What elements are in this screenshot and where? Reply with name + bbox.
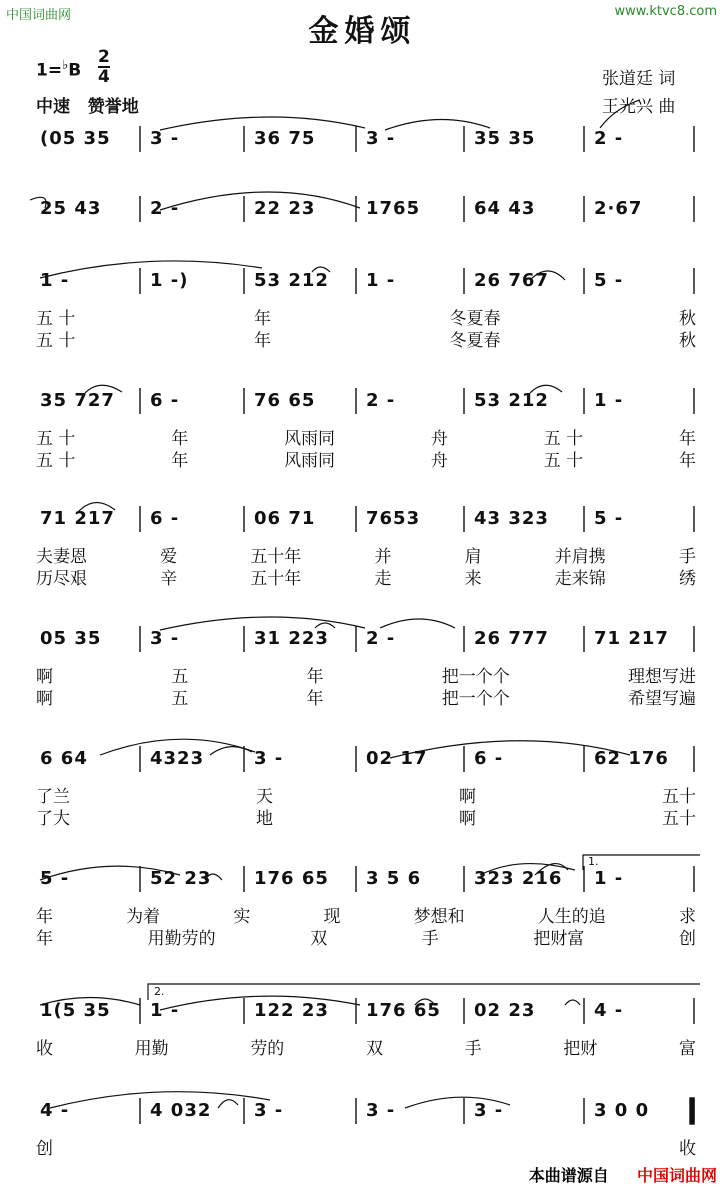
lyric-word: 把财: [563, 1039, 598, 1059]
lyric-word: 年: [171, 429, 189, 449]
lyric-line: [36, 564, 696, 589]
lyric-word: 秋: [679, 331, 696, 351]
measure: 6 -: [150, 508, 180, 529]
lyric-word: 理想写进: [628, 667, 696, 687]
lyric-word: 爱: [160, 547, 178, 567]
song-title: 金婚颂: [308, 14, 417, 49]
lyric-word: 为着: [126, 907, 161, 927]
lyric-word: 双: [310, 929, 328, 949]
measure: 43 323: [474, 508, 549, 529]
measure: 323 216: [474, 868, 563, 889]
lyric-word: 收: [36, 1039, 53, 1059]
measure: 05 35: [40, 628, 102, 649]
lyric-line: [36, 1034, 696, 1059]
lyric-word: 富: [678, 1039, 696, 1059]
lyric-word: 把一个个: [441, 667, 510, 687]
measure: (05 35: [40, 128, 111, 149]
lyric-word: 梦想和: [413, 907, 465, 927]
key-prefix: 1=: [36, 60, 63, 81]
footer-site: 中国词曲网: [636, 1166, 717, 1185]
measure: 35 727: [40, 390, 115, 411]
volta-label: 1.: [588, 855, 599, 868]
measure: 02 17: [366, 748, 428, 769]
measure: 2 -: [366, 628, 396, 649]
measure: 06 71: [254, 508, 316, 529]
measure: 3 -: [254, 748, 284, 769]
flat-sign: ♭: [62, 58, 69, 73]
lyric-word: 舟: [430, 429, 448, 449]
measure: 5 -: [40, 868, 70, 889]
measure: 62 176: [594, 748, 669, 769]
measure: 76 65: [254, 390, 316, 411]
lyric-word: 冬夏春: [449, 331, 501, 351]
lyric-line: [36, 326, 696, 351]
measure: 3 -: [150, 628, 180, 649]
lyric-line: [36, 804, 696, 829]
measure: 71 217: [594, 628, 669, 649]
lyric-word: 地: [256, 809, 273, 829]
measure: 4 -: [40, 1100, 70, 1121]
measure: 31 223: [254, 628, 329, 649]
lyric-word: 创: [678, 929, 696, 949]
measure: 5 -: [594, 270, 624, 291]
lyric-word: 啊: [36, 667, 53, 687]
measure: 176 65: [254, 868, 329, 889]
lyric-word: 年: [678, 429, 696, 449]
measure: 1 -: [40, 270, 70, 291]
measure: 4 -: [594, 1000, 624, 1021]
lyric-word: 年: [678, 451, 696, 471]
measure: 53 212: [254, 270, 329, 291]
lyric-word: 肩: [464, 547, 482, 567]
lyric-word: 手: [421, 929, 439, 949]
measure: 4323: [150, 748, 205, 769]
time-bottom: 4: [98, 67, 110, 87]
measure: 6 -: [150, 390, 180, 411]
measure: 3 -: [150, 128, 180, 149]
measure: 7653: [366, 508, 421, 529]
measure: 2 -: [150, 198, 180, 219]
watermark-right: www.ktvc8.com: [614, 4, 717, 19]
measure: 53 212: [474, 390, 549, 411]
lyric-word: 了大: [36, 809, 70, 829]
final-barline: [690, 1098, 694, 1124]
measure: 71 217: [40, 508, 115, 529]
volta-label: 2.: [154, 985, 165, 998]
measure: 6 -: [474, 748, 504, 769]
key-note: B: [68, 60, 82, 81]
measure: 122 23: [254, 1000, 329, 1021]
measure: 35 35: [474, 128, 536, 149]
measure: 1 -): [150, 270, 189, 291]
lyric-word: 人生的追: [537, 907, 606, 927]
lyric-word: 啊: [36, 689, 53, 709]
measure: 22 23: [254, 198, 316, 219]
measure: 3 -: [474, 1100, 504, 1121]
lyric-word: 手: [464, 1039, 482, 1059]
lyric-word: 年: [36, 929, 53, 949]
measure: 64 43: [474, 198, 536, 219]
lyric-word: 来: [464, 569, 482, 589]
lyric-word: 五 十: [36, 429, 76, 449]
measure: 3 -: [366, 128, 396, 149]
lyric-word: 年: [306, 667, 324, 687]
watermark-left: 中国词曲网: [6, 8, 72, 23]
lyric-word: 并: [374, 547, 392, 567]
lyric-word: 五十: [662, 787, 696, 807]
measure: 3 0 0: [594, 1100, 650, 1121]
measure: 25 43: [40, 198, 102, 219]
measure: 6 64: [40, 748, 88, 769]
footer: [529, 1163, 717, 1186]
composer-credit: 王光兴 曲: [602, 97, 676, 117]
lyric-word: 五十年: [250, 547, 302, 567]
measure: 02 23: [474, 1000, 536, 1021]
lyric-word: 五 十: [543, 451, 584, 471]
lyric-word: 用勤: [134, 1039, 169, 1059]
lyric-word: 辛: [160, 569, 178, 589]
measure: 1 -: [150, 1000, 180, 1021]
measure: 2 -: [366, 390, 396, 411]
lyric-word: 风雨同: [284, 451, 336, 471]
lyric-word: 用勤劳的: [147, 929, 216, 949]
lyric-word: 历尽艰: [36, 569, 87, 589]
lyric-word: 走: [374, 569, 392, 589]
measure: 1 -: [366, 270, 396, 291]
lyric-word: 冬夏春: [449, 309, 501, 329]
lyric-line: [36, 1134, 696, 1159]
lyric-line: [36, 446, 696, 471]
measure: 176 65: [366, 1000, 441, 1021]
lyric-word: 夫妻恩: [36, 547, 87, 567]
measure: 5 -: [594, 508, 624, 529]
lyric-line: [36, 924, 696, 949]
lyric-word: 年: [36, 907, 53, 927]
lyric-word: 五十年: [250, 569, 302, 589]
measure: 36 75: [254, 128, 316, 149]
lyric-word: 啊: [459, 787, 476, 807]
lyric-word: 希望写遍: [628, 689, 696, 709]
lyric-word: 年: [306, 689, 324, 709]
lyric-word: 实: [233, 907, 251, 927]
lyric-word: 把财富: [533, 929, 585, 949]
lyric-word: 秋: [679, 309, 696, 329]
measure: 3 5 6: [366, 868, 422, 889]
measure: 1 -: [594, 868, 624, 889]
lyric-word: 走来锦: [554, 569, 606, 589]
lyric-word: 绣: [678, 569, 696, 589]
lyric-word: 五: [171, 667, 189, 687]
lyric-line: [36, 684, 696, 709]
measure: 52 23: [150, 868, 212, 889]
lyric-word: 舟: [430, 451, 448, 471]
lyric-word: 风雨同: [284, 429, 336, 449]
lyric-word: 把一个个: [441, 689, 510, 709]
lyric-word: 五: [171, 689, 189, 709]
time-top: 2: [98, 47, 110, 67]
lyric-word: 五 十: [36, 309, 76, 329]
lyric-word: 创: [36, 1139, 53, 1159]
lyric-word: 劳的: [250, 1039, 285, 1059]
tempo-marking: 中速 赞誉地: [36, 97, 139, 117]
measure: 1 -: [594, 390, 624, 411]
lyric-word: 年: [253, 309, 271, 329]
lyric-word: 五 十: [36, 331, 76, 351]
lyric-word: 五 十: [36, 451, 76, 471]
lyric-word: 了兰: [36, 787, 70, 807]
measure: 1(5 35: [40, 1000, 111, 1021]
lyricist-credit: 张道廷 词: [602, 69, 676, 89]
measure: 3 -: [366, 1100, 396, 1121]
measure: 26 777: [474, 628, 549, 649]
lyric-word: 五 十: [543, 429, 584, 449]
measure: 2 -: [594, 128, 624, 149]
measure: 4 032: [150, 1100, 212, 1121]
lyric-word: 现: [323, 907, 341, 927]
lyric-word: 五十: [662, 809, 696, 829]
measure: 2·67: [594, 198, 643, 219]
lyric-word: 收: [679, 1139, 696, 1159]
measure: 3 -: [254, 1100, 284, 1121]
measure: 26 767: [474, 270, 549, 291]
lyric-word: 年: [171, 451, 189, 471]
lyric-word: 天: [256, 787, 273, 807]
lyric-word: 并肩携: [554, 547, 606, 567]
measure: 1765: [366, 198, 421, 219]
lyric-word: 双: [365, 1039, 383, 1059]
lyric-word: 年: [253, 331, 271, 351]
lyric-word: 手: [678, 547, 696, 567]
footer-source: 本曲谱源自: [528, 1166, 609, 1185]
lyric-word: 求: [678, 907, 696, 927]
lyric-word: 啊: [459, 809, 476, 829]
